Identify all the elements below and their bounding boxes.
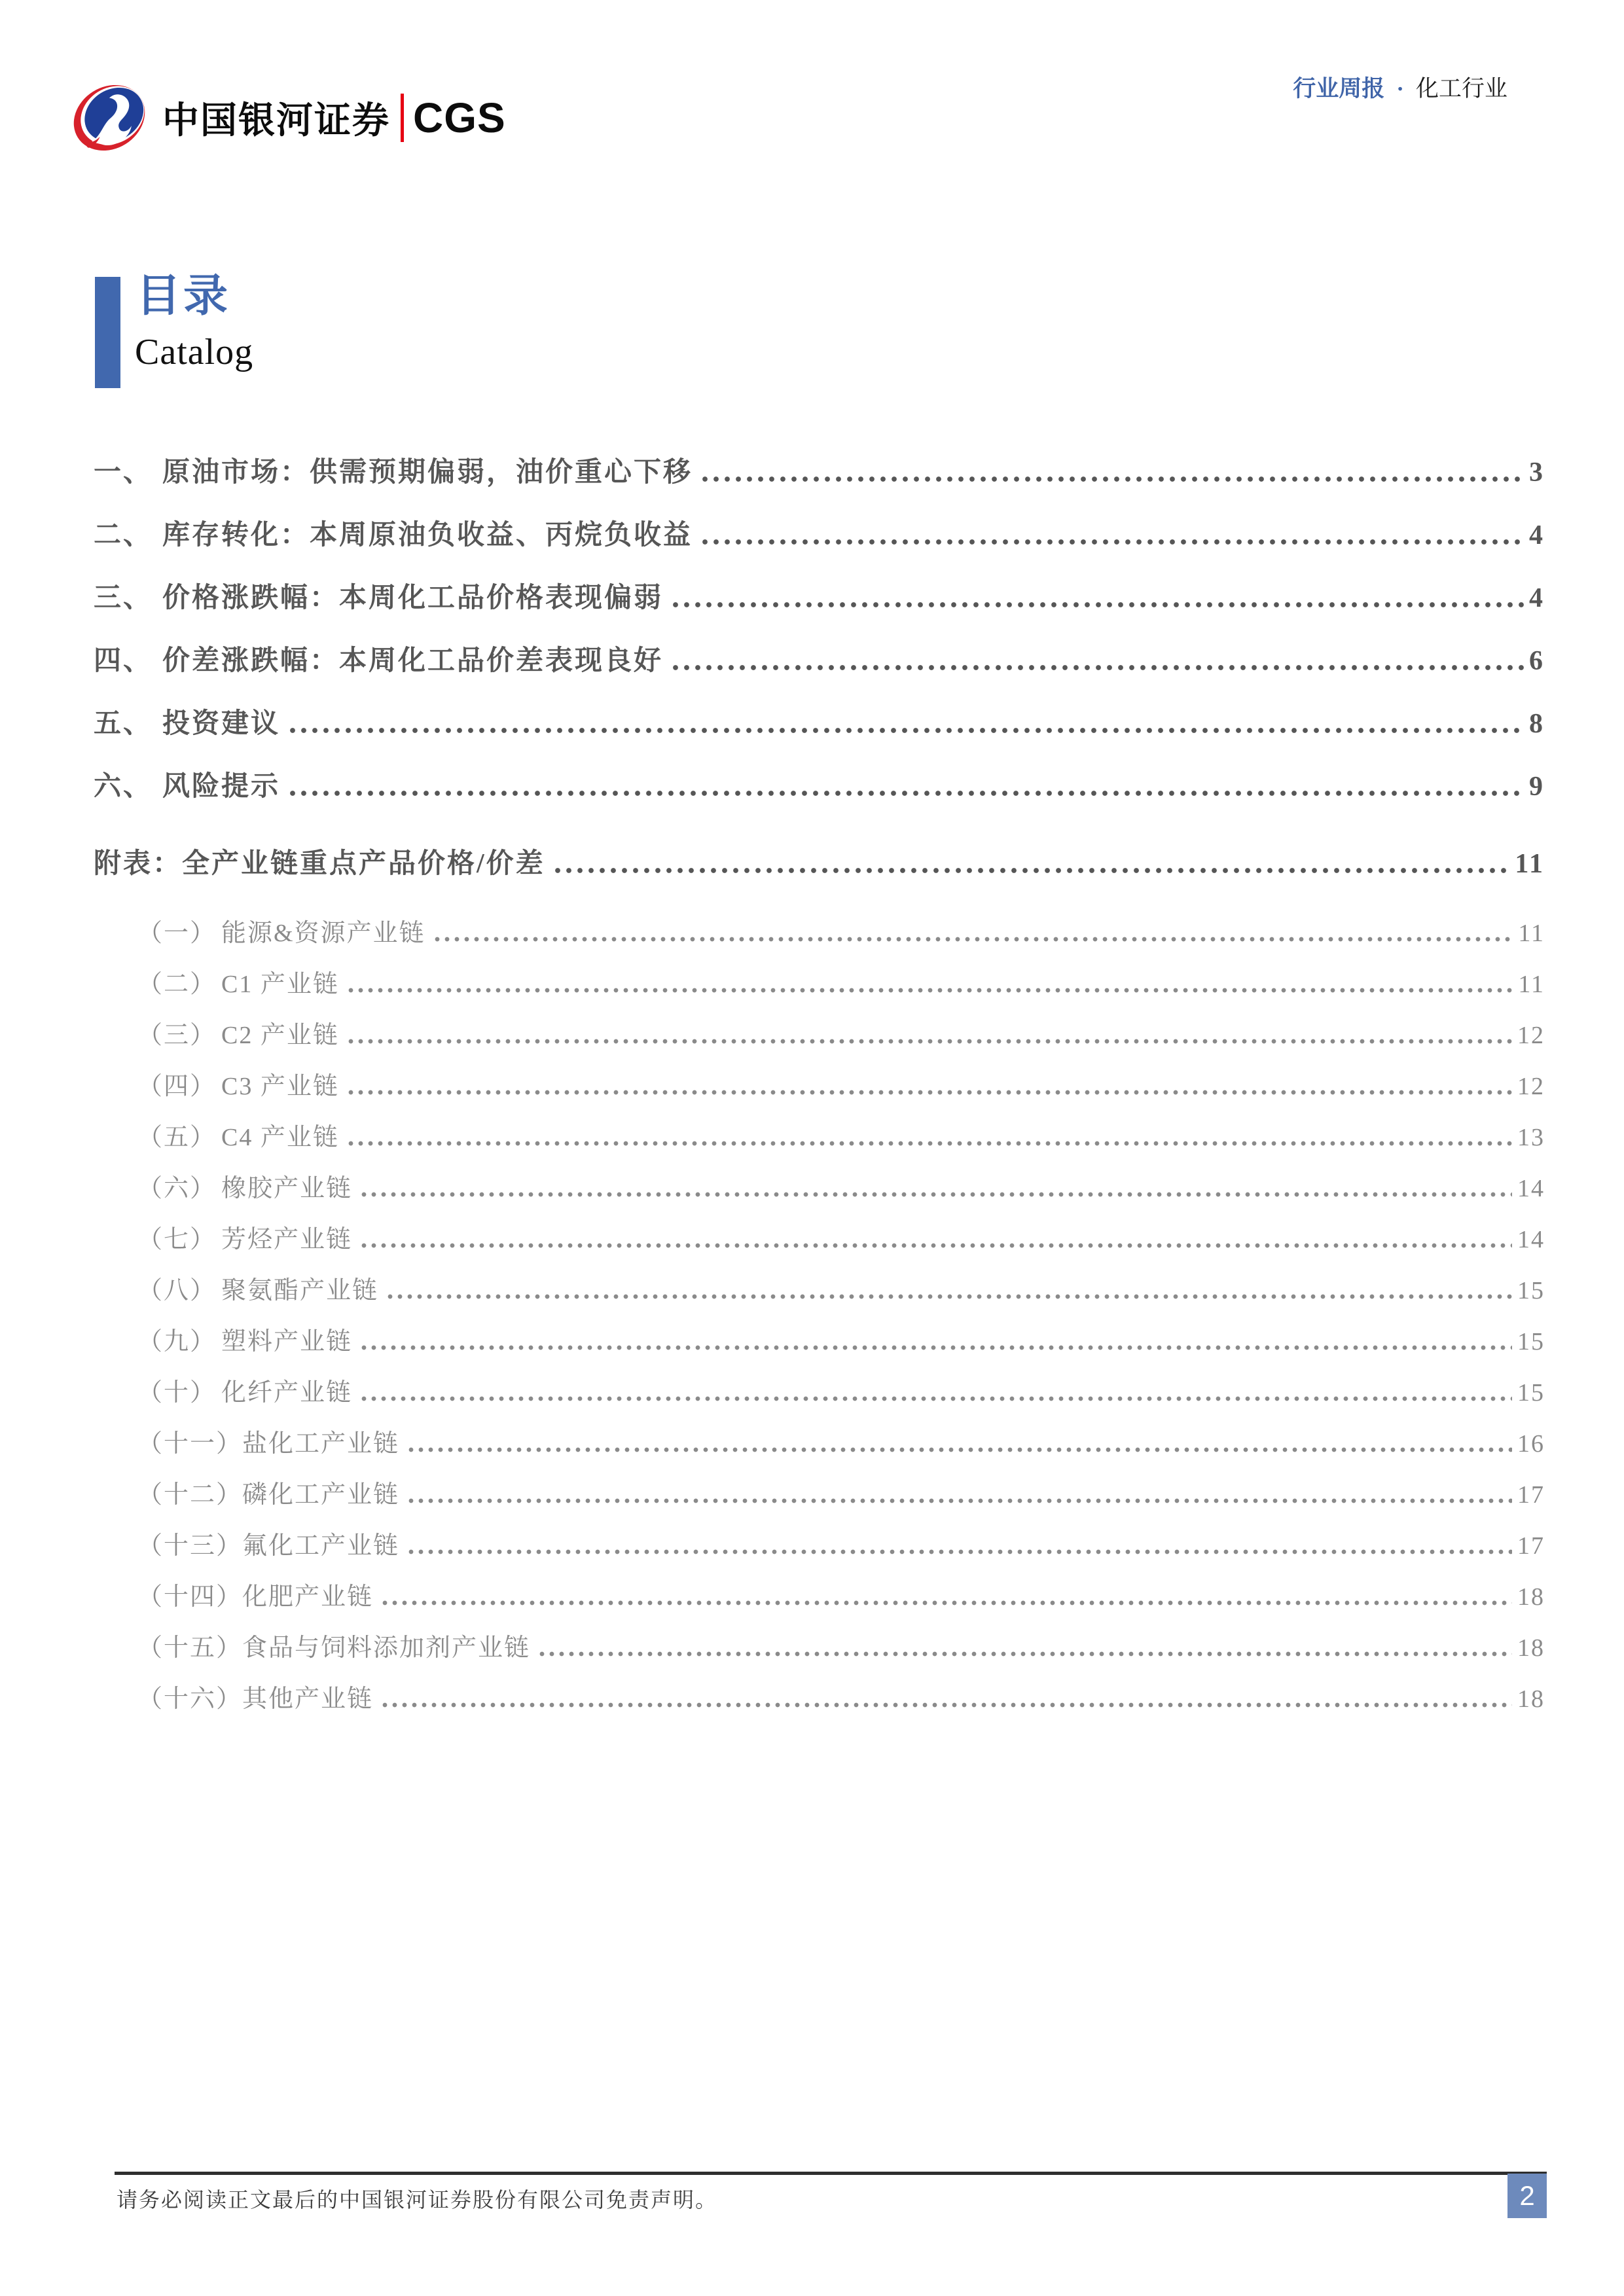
toc-entry-page: 11 xyxy=(1518,920,1545,948)
toc-leader-dots xyxy=(435,936,1513,942)
toc-leader-dots xyxy=(382,1702,1512,1708)
toc-entry-page: 13 xyxy=(1517,1124,1545,1152)
toc-entry-label: 投资建议 xyxy=(162,708,281,739)
toc-entry-2[interactable] xyxy=(94,488,1545,551)
toc-leader-dots xyxy=(388,1293,1512,1300)
table-of-contents xyxy=(94,425,1545,1713)
toc-leader-dots xyxy=(672,601,1524,608)
toc-entry-label: C3 产业链 xyxy=(221,1073,339,1101)
toc-entry-label: 氟化工产业链 xyxy=(242,1532,400,1560)
title-accent-bar xyxy=(95,277,120,388)
toc-subentry-8[interactable] xyxy=(94,1254,1545,1305)
toc-subentry-9[interactable] xyxy=(94,1305,1545,1356)
toc-leader-dots xyxy=(348,1140,1512,1147)
toc-entry-number: （十五） xyxy=(137,1634,243,1662)
toc-entry-label: 其他产业链 xyxy=(242,1685,374,1713)
report-header-meta xyxy=(1293,71,1507,103)
brand-divider xyxy=(401,94,404,142)
toc-leader-dots xyxy=(702,476,1524,482)
toc-subentry-14[interactable] xyxy=(94,1560,1545,1611)
brand-name-en: CGS xyxy=(413,94,506,141)
toc-subentry-2[interactable] xyxy=(94,948,1545,999)
toc-entry-label: 库存转化：本周原油负收益、丙烷负收益 xyxy=(162,520,693,550)
company-logo xyxy=(69,77,506,158)
toc-entry-number: （四） xyxy=(137,1073,217,1101)
toc-entry-number: （九） xyxy=(137,1328,217,1356)
toc-entry-page: 15 xyxy=(1517,1379,1545,1407)
toc-entry-number: （八） xyxy=(137,1277,217,1305)
toc-entry-page: 4 xyxy=(1529,520,1545,550)
toc-entry-3[interactable] xyxy=(94,551,1545,614)
toc-leader-dots xyxy=(408,1549,1512,1555)
toc-entry-number: （七） xyxy=(137,1226,217,1254)
footer-divider-line xyxy=(115,2172,1547,2175)
toc-entry-label: 聚氨酯产业链 xyxy=(221,1277,379,1305)
toc-entry-number: 六、 xyxy=(94,771,153,802)
toc-subentry-5[interactable] xyxy=(94,1101,1545,1152)
toc-entry-appendix[interactable] xyxy=(94,817,1545,880)
toc-entry-page: 4 xyxy=(1529,583,1545,613)
toc-entry-label: 附表：全产业链重点产品价格/价差 xyxy=(94,848,545,879)
toc-subentry-13[interactable] xyxy=(94,1509,1545,1560)
toc-entry-page: 12 xyxy=(1517,1022,1545,1050)
toc-entry-page: 8 xyxy=(1529,708,1545,739)
toc-subentry-10[interactable] xyxy=(94,1356,1545,1407)
toc-entry-number: （十二） xyxy=(137,1481,243,1509)
toc-subentry-11[interactable] xyxy=(94,1407,1545,1458)
toc-entry-page: 3 xyxy=(1529,457,1545,488)
toc-entry-page: 11 xyxy=(1515,848,1545,879)
toc-entry-number: 二、 xyxy=(94,520,153,550)
brand-name-cn: 中国银河证券 xyxy=(162,99,390,141)
toc-entry-page: 18 xyxy=(1517,1583,1545,1611)
toc-entry-label: C4 产业链 xyxy=(221,1124,339,1152)
galaxy-swirl-icon xyxy=(69,80,149,156)
toc-leader-dots xyxy=(361,1242,1512,1249)
toc-leader-dots xyxy=(361,1395,1512,1402)
toc-entry-number: 四、 xyxy=(94,645,153,676)
toc-leader-dots xyxy=(554,867,1510,874)
dot-separator: · xyxy=(1396,76,1404,101)
toc-entry-label: 风险提示 xyxy=(162,771,281,802)
toc-leader-dots xyxy=(672,664,1524,671)
toc-subentry-16[interactable] xyxy=(94,1662,1545,1713)
toc-entry-label: 磷化工产业链 xyxy=(242,1481,400,1509)
toc-entry-label: C1 产业链 xyxy=(221,971,339,999)
toc-entry-page: 6 xyxy=(1529,645,1545,676)
industry-label: 化工行业 xyxy=(1415,76,1507,101)
toc-entry-label: 价差涨跌幅：本周化工品价差表现良好 xyxy=(162,645,664,676)
toc-entry-6[interactable] xyxy=(94,740,1545,802)
toc-entry-number: （十六） xyxy=(137,1685,243,1713)
toc-entry-page: 15 xyxy=(1517,1277,1545,1305)
catalog-title-en: Catalog xyxy=(135,332,254,372)
toc-leader-dots xyxy=(361,1191,1512,1198)
toc-entry-4[interactable] xyxy=(94,614,1545,677)
toc-entry-label: 塑料产业链 xyxy=(221,1328,353,1356)
toc-entry-number: （十四） xyxy=(137,1583,243,1611)
toc-entry-number: （一） xyxy=(137,920,217,948)
toc-entry-label: 化肥产业链 xyxy=(242,1583,374,1611)
toc-entry-number: （十） xyxy=(137,1379,217,1407)
toc-entry-label: 盐化工产业链 xyxy=(242,1430,400,1458)
toc-leader-dots xyxy=(408,1498,1512,1504)
toc-subentry-4[interactable] xyxy=(94,1050,1545,1101)
toc-entry-label: 能源&资源产业链 xyxy=(221,920,425,948)
toc-subentry-15[interactable] xyxy=(94,1611,1545,1662)
toc-entry-5[interactable] xyxy=(94,677,1545,740)
toc-entry-page: 18 xyxy=(1517,1634,1545,1662)
toc-entry-page: 11 xyxy=(1518,971,1545,999)
toc-entry-number: （五） xyxy=(137,1124,217,1152)
report-type-label: 行业周报 xyxy=(1293,76,1385,101)
toc-leader-dots xyxy=(289,790,1524,797)
toc-entry-number: （六） xyxy=(137,1175,217,1203)
toc-leader-dots xyxy=(539,1651,1512,1657)
toc-entry-label: 化纤产业链 xyxy=(221,1379,353,1407)
toc-entry-page: 9 xyxy=(1529,771,1545,802)
toc-entry-label: 食品与饲料添加剂产业链 xyxy=(242,1634,531,1662)
toc-entry-page: 18 xyxy=(1517,1685,1545,1713)
toc-leader-dots xyxy=(348,1038,1512,1045)
page-number-badge: 2 xyxy=(1507,2174,1547,2218)
toc-entry-page: 12 xyxy=(1517,1073,1545,1101)
toc-entry-number: （十三） xyxy=(137,1532,243,1560)
toc-leader-dots xyxy=(702,539,1524,545)
toc-leader-dots xyxy=(348,1089,1512,1096)
toc-entry-1[interactable] xyxy=(94,425,1545,488)
toc-leader-dots xyxy=(361,1344,1512,1351)
toc-subentry-12[interactable] xyxy=(94,1458,1545,1509)
toc-entry-number: （三） xyxy=(137,1022,217,1050)
toc-leader-dots xyxy=(408,1446,1512,1453)
toc-entry-label: 芳烃产业链 xyxy=(221,1226,353,1254)
toc-entry-page: 17 xyxy=(1517,1532,1545,1560)
toc-subentry-6[interactable] xyxy=(94,1152,1545,1203)
toc-entry-label: 橡胶产业链 xyxy=(221,1175,353,1203)
toc-entry-page: 15 xyxy=(1517,1328,1545,1356)
toc-entry-page: 14 xyxy=(1517,1226,1545,1254)
toc-entry-number: 三、 xyxy=(94,583,153,613)
toc-entry-number: 五、 xyxy=(94,708,153,739)
toc-entry-label: 价格涨跌幅：本周化工品价格表现偏弱 xyxy=(162,583,664,613)
toc-entry-number: 一、 xyxy=(94,457,153,488)
toc-entry-page: 17 xyxy=(1517,1481,1545,1509)
toc-entry-label: C2 产业链 xyxy=(221,1022,339,1050)
toc-subentry-3[interactable] xyxy=(94,999,1545,1050)
toc-entry-page: 14 xyxy=(1517,1175,1545,1203)
toc-subentry-1[interactable] xyxy=(94,897,1545,948)
toc-entry-number: （十一） xyxy=(137,1430,243,1458)
toc-entry-number: （二） xyxy=(137,971,217,999)
toc-leader-dots xyxy=(348,987,1513,994)
toc-leader-dots xyxy=(289,727,1524,734)
catalog-title-cn: 目录 xyxy=(136,271,231,321)
toc-entry-label: 原油市场：供需预期偏弱，油价重心下移 xyxy=(162,457,693,488)
footer-disclaimer: 请务必阅读正文最后的中国银河证券股份有限公司免责声明。 xyxy=(117,2188,718,2212)
toc-entry-page: 16 xyxy=(1517,1430,1545,1458)
toc-leader-dots xyxy=(382,1600,1512,1606)
toc-subentry-7[interactable] xyxy=(94,1203,1545,1254)
